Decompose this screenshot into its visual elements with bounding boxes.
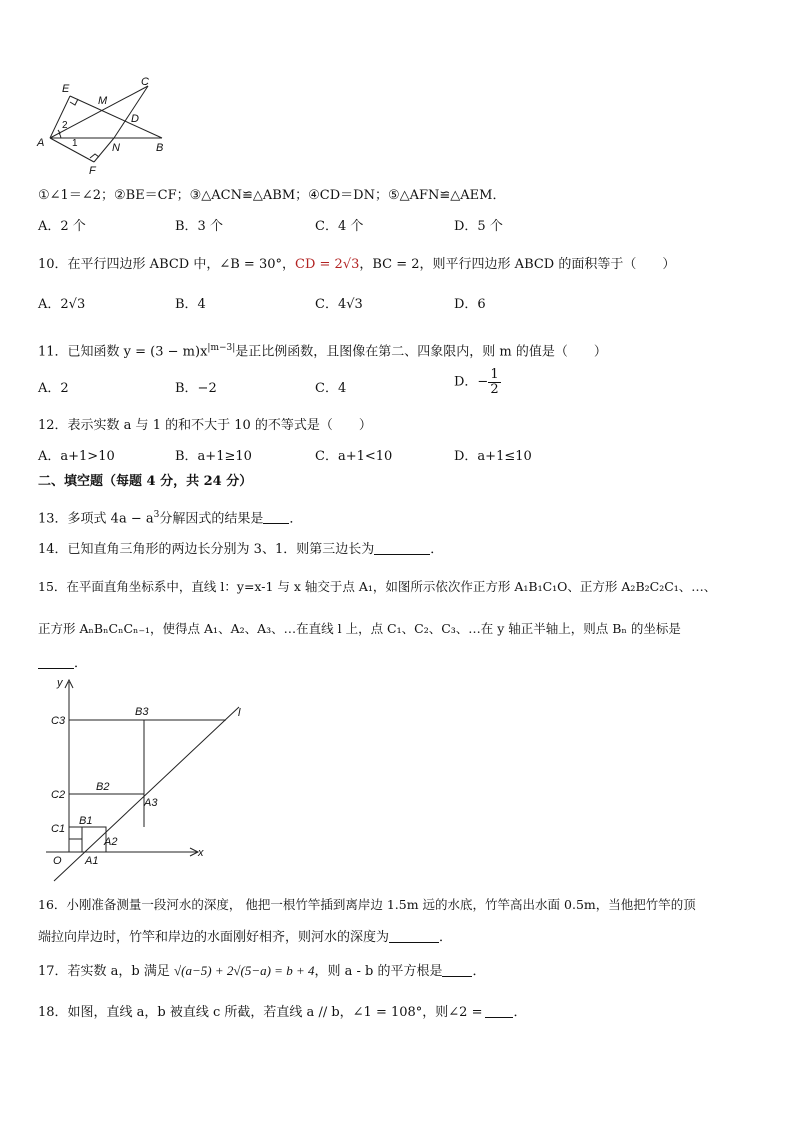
line-EB: [70, 96, 162, 138]
q17-prefix: 17．若实数 a，b 满足: [38, 964, 170, 979]
line-AE: [50, 96, 70, 138]
label-B3: B3: [135, 706, 149, 718]
q16-line-2: [38, 929, 452, 947]
q15-answer-line: [38, 655, 87, 673]
q17-answer-blank[interactable]: [442, 963, 472, 977]
q10-option-d: D．6: [454, 297, 486, 312]
q12-option-b: B．a+1≥10: [175, 449, 252, 464]
label-E: E: [62, 83, 70, 95]
label-N: N: [112, 142, 120, 154]
coordinate-figure: [40, 672, 250, 882]
square-1: [69, 839, 82, 852]
q11-text: [38, 339, 607, 361]
q15-line-2: 正方形 AₙBₙCₙCₙ₋₁，使得点 A₁、A₂、A₃、…在直线 l 上，点 C₁、C₂、C₃、…在 y 轴正半轴上，则点 Bₙ 的坐标是: [38, 621, 681, 636]
q16-line-2-text: 端拉向岸边时，竹竿和岸边的水面刚好相齐，则河水的深度为: [38, 930, 390, 945]
q10-prefix: 10．在平行四边形 ABCD 中，∠B = 30°，: [38, 257, 296, 272]
q17-text: [38, 962, 486, 981]
label-y: y: [57, 677, 63, 689]
right-angle-E: [70, 99, 78, 105]
q12-option-d: D．a+1≤10: [454, 449, 532, 464]
q11-option-d-label: D．−: [454, 374, 489, 390]
q11-option-a: A．2: [38, 381, 69, 396]
q12-option-c: C．a+1<10: [315, 449, 393, 464]
label-F: F: [89, 165, 96, 176]
label-C: C: [141, 76, 149, 88]
q11-suffix: 是正比例函数，且图像在第二、四象限内，则 m 的值是（ ）: [235, 344, 607, 360]
q11-exponent: |m−3|: [207, 343, 236, 353]
q11-option-d-den: 2: [490, 382, 499, 397]
label-angle-1: 1: [72, 138, 78, 149]
q13-text: [38, 506, 302, 528]
angle-1-arc: [59, 133, 61, 138]
label-A1: A1: [85, 855, 99, 867]
q13-suffix: 分解因式的结果是: [159, 511, 264, 527]
q17-end: ．: [472, 964, 486, 979]
label-A: A: [37, 137, 45, 149]
label-A2: A2: [104, 836, 118, 848]
square-2-lower: [82, 827, 106, 852]
q17-formula: √(a−5) + 2√(5−a) = b + 4: [174, 963, 315, 978]
section-2-title: 二、填空题（每题 4 分，共 24 分）: [38, 474, 253, 489]
q18-text: [38, 1004, 527, 1022]
q10-cd-part: CD = 2√3: [295, 257, 360, 272]
q18-answer-blank[interactable]: [485, 1004, 513, 1018]
q16-end: ．: [439, 930, 453, 945]
label-x: x: [198, 847, 204, 859]
label-C1: C1: [51, 823, 66, 835]
q12-option-a: A．a+1>10: [38, 449, 115, 464]
q11-prefix: 11．已知函数 y = (3 − m)x: [38, 344, 208, 360]
q9-option-a: A．2 个: [38, 219, 86, 234]
line-CN: [114, 86, 148, 138]
q9-option-c: C．4 个: [315, 219, 364, 234]
q11-option-c: C．4: [315, 381, 347, 396]
label-M: M: [98, 95, 108, 107]
q10-option-b: B．4: [175, 297, 206, 312]
q18-prefix: 18．如图，直线 a，b 被直线 c 所截，若直线 a // b，∠1 = 108°，则∠2 =: [38, 1005, 483, 1020]
q14-end: ．: [430, 542, 444, 557]
q15-answer-blank[interactable]: [38, 655, 74, 669]
label-B: B: [156, 142, 164, 154]
label-A3: A3: [144, 797, 158, 809]
q10-option-a: A．2√3: [38, 297, 86, 312]
line-FN: [94, 138, 114, 162]
q15-end: ．: [74, 656, 88, 671]
q11-option-d: [454, 368, 501, 397]
q13-end: ．: [289, 511, 303, 527]
q16-answer-blank[interactable]: [389, 929, 439, 943]
label-B2: B2: [96, 781, 110, 793]
q17-suffix: ，则 a - b 的平方根是: [314, 964, 443, 979]
q18-end: ．: [513, 1005, 527, 1020]
q14-answer-blank[interactable]: [374, 541, 430, 555]
label-D: D: [131, 113, 139, 125]
label-O: O: [53, 855, 62, 867]
q12-text: 12．表示实数 a 与 1 的和不大于 10 的不等式是（ ）: [38, 418, 372, 433]
q9-option-d: D．5 个: [454, 219, 503, 234]
label-C3: C3: [51, 715, 66, 727]
q10-suffix: ，BC = 2，则平行四边形 ABCD 的面积等于（ ）: [359, 257, 676, 272]
q13-answer-blank[interactable]: [263, 510, 289, 524]
q10-text: [38, 256, 675, 274]
q11-option-b: B．−2: [175, 381, 217, 396]
q11-option-d-num: 1: [490, 367, 499, 382]
q13-exp: 3: [153, 510, 160, 520]
q14-text: [38, 541, 443, 559]
label-C2: C2: [51, 789, 66, 801]
q10-option-c: C．4√3: [315, 297, 363, 312]
q15-line-1: 15．在平面直角坐标系中，直线 l：y=x-1 与 x 轴交于点 A₁，如图所示依次作正方形 A₁B₁C₁O、正方形 A₂B₂C₂C₁、…、: [38, 579, 717, 594]
q11-option-d-fraction: [488, 368, 500, 397]
q9-option-b: B．3 个: [175, 219, 223, 234]
q9-statements: ①∠1＝∠2；②BE＝CF；③△ACN≌△ABM；④CD＝DN；⑤△AFN≌△AEM．: [38, 188, 506, 203]
label-B1: B1: [79, 815, 93, 827]
label-l: l: [238, 707, 241, 719]
q13-prefix: 13．多项式 4a − a: [38, 511, 154, 527]
label-angle-2: 2: [62, 120, 68, 131]
geometry-figure-1: [34, 74, 174, 176]
q16-line-1: 16．小刚准备测量一段河水的深度， 他把一根竹竿插到离岸边 1.5m 远的水底，竹竿高出水面 0.5m，当他把竹竿的顶: [38, 897, 696, 912]
q14-prefix: 14．已知直角三角形的两边长分别为 3、1．则第三边长为: [38, 542, 375, 557]
